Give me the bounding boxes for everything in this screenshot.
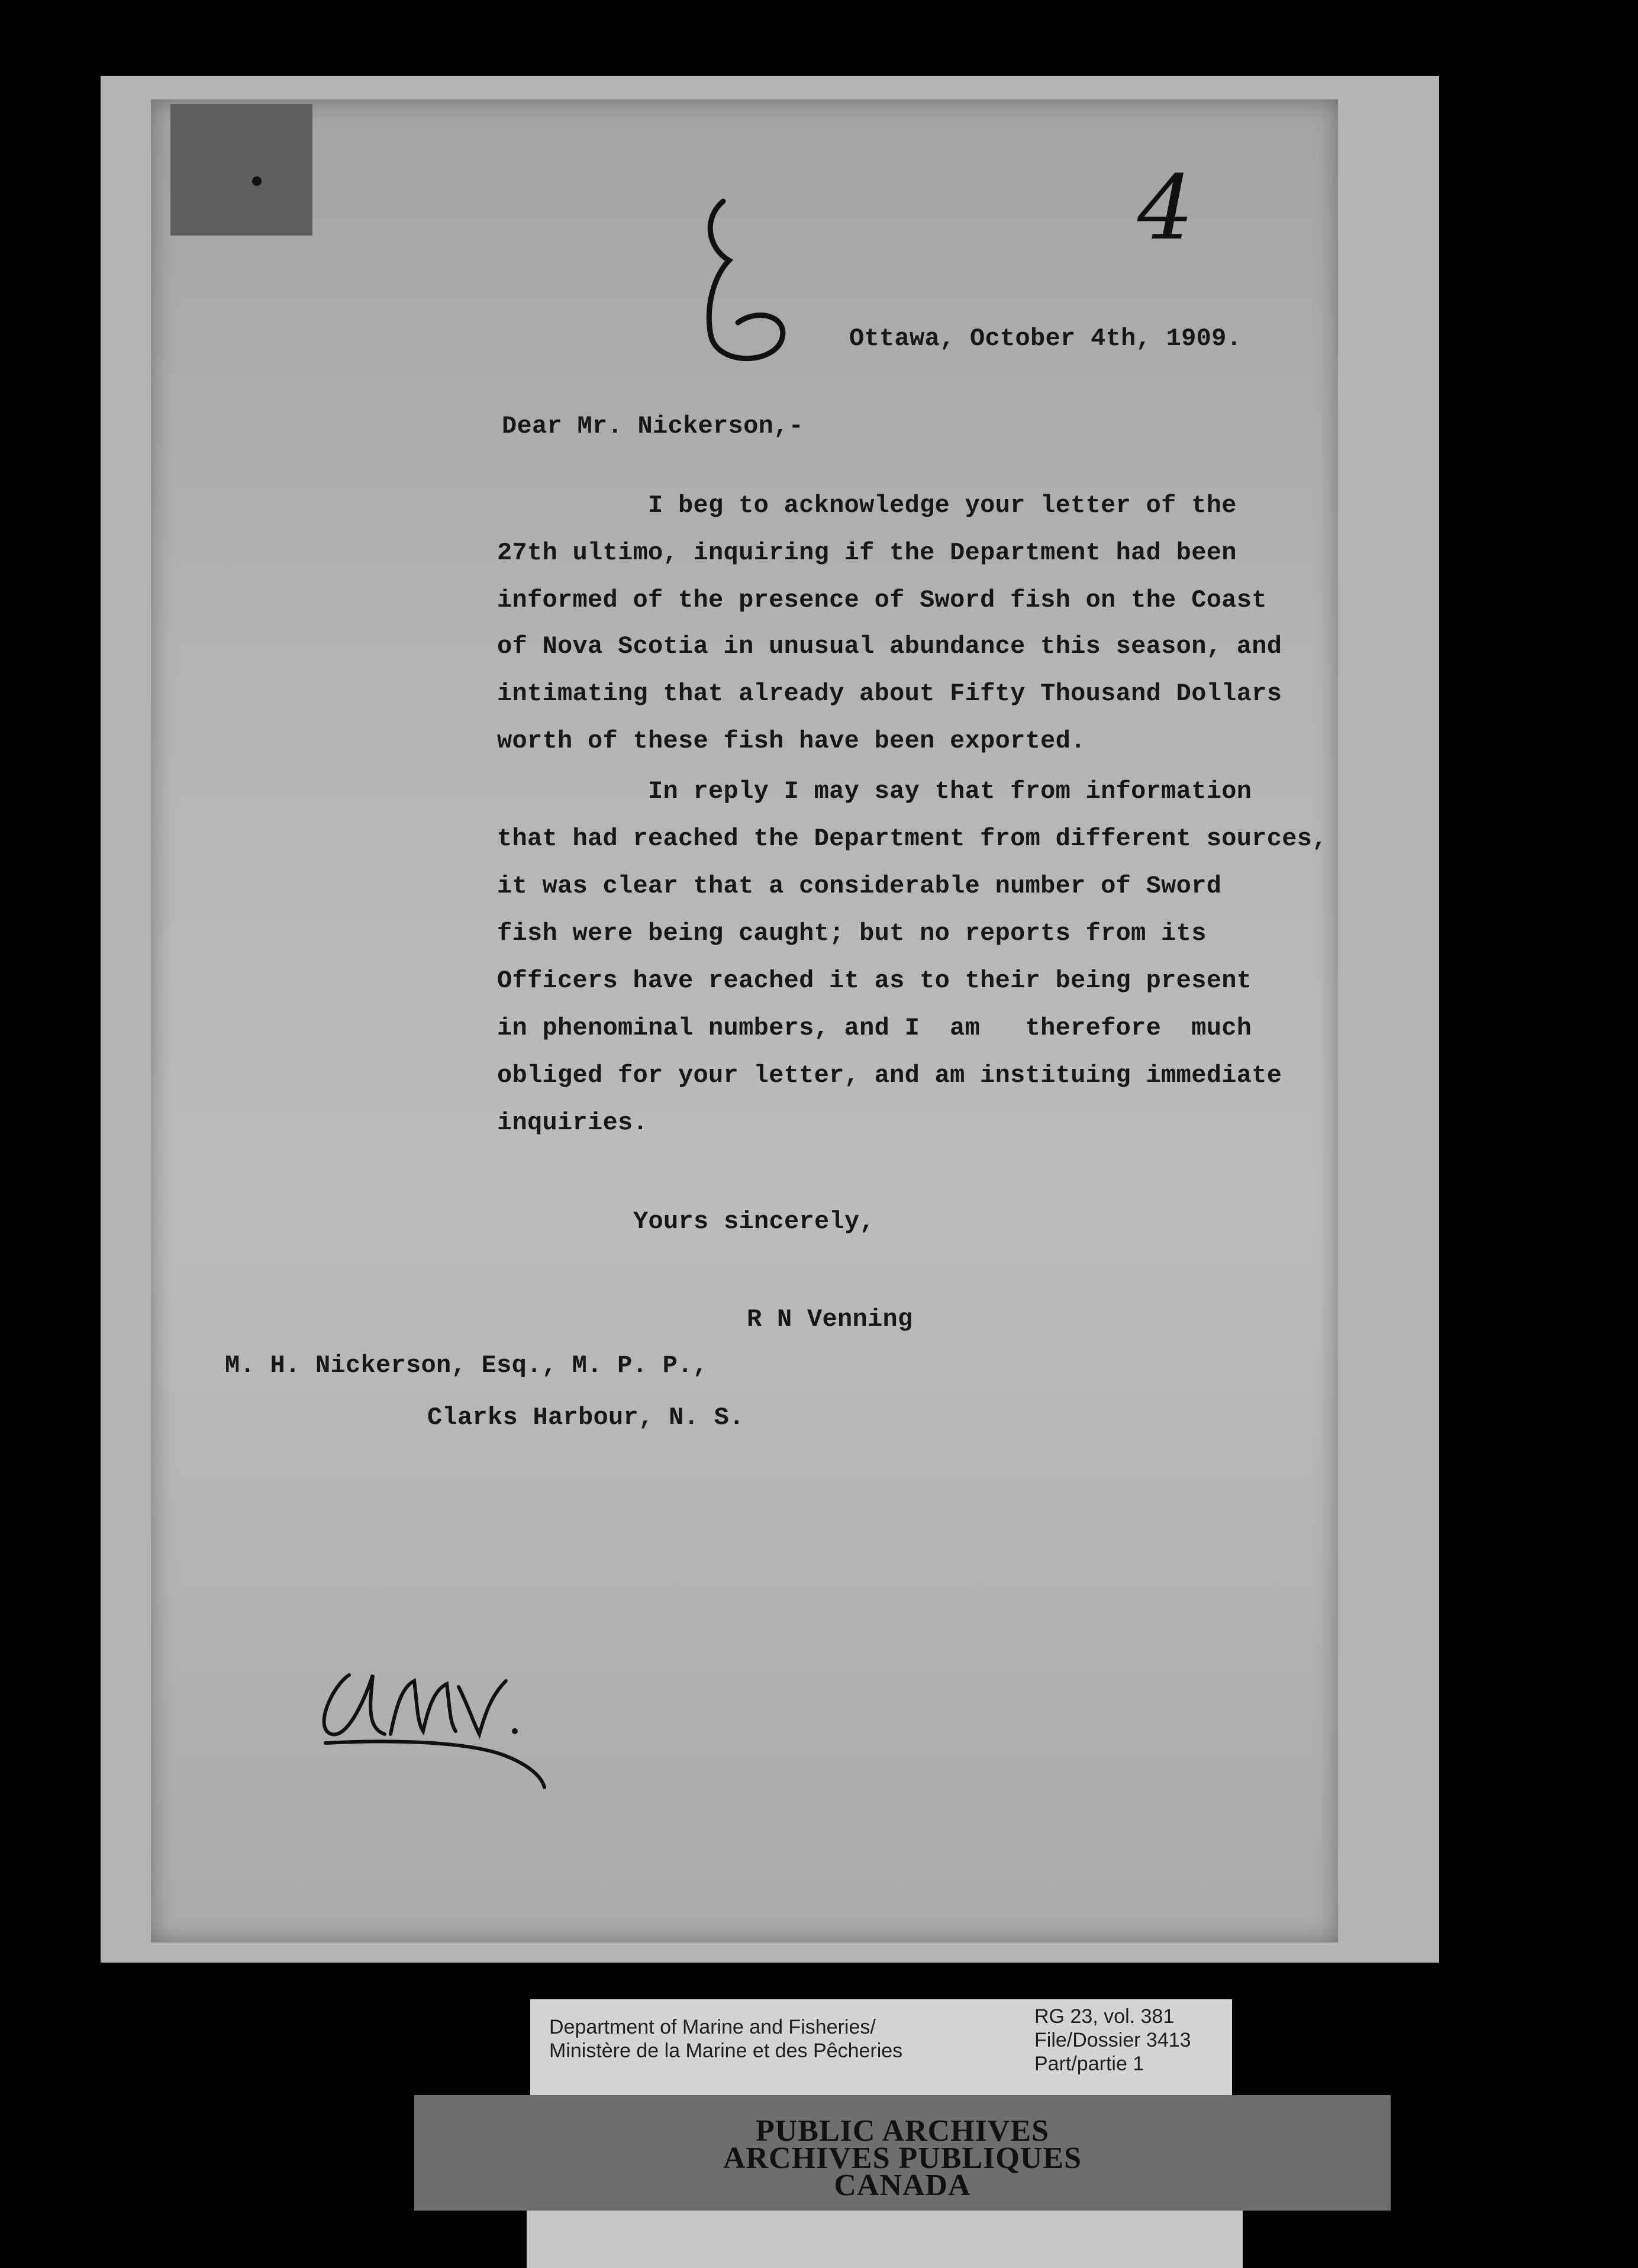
part-number: Part/partie 1 [1034,2053,1144,2075]
letter-body-line: worth of these fish have been exported. [497,727,1086,755]
stamp-line: ARCHIVES PUBLIQUES [723,2141,1082,2175]
file-number: File/Dossier 3413 [1034,2029,1191,2051]
archive-reference-label [530,1999,1232,2099]
handwritten-page-number: 4 [1137,157,1194,260]
letter-sign-off: Yours sincerely, [633,1207,875,1236]
letter-salutation: Dear Mr. Nickerson,- [502,412,804,440]
letter-body-line: obliged for your letter, and am instituing immediate [497,1061,1282,1090]
corner-tab [170,104,312,236]
letter-body-line: it was clear that a considerable number of Sword [497,872,1222,900]
letter-body-line: fish were being caught; but no reports from its [497,919,1207,948]
handwritten-mark-icon [688,195,794,373]
letter-date: Ottawa, October 4th, 1909. [849,324,1242,353]
letter-body-line: intimating that already about Fifty Thousand Dollars [497,679,1282,708]
letter-signatory: R N Venning [747,1305,913,1333]
letter-body-line: that had reached the Department from different sources, [497,824,1327,853]
film-bottom-strip [527,2211,1243,2268]
department-english: Department of Marine and Fisheries/ [549,2016,876,2038]
handwritten-initials-signature [308,1586,562,1799]
public-archives-stamp [414,2095,1391,2211]
stamp-line: CANADA [834,2169,971,2202]
letter-body-line: I beg to acknowledge your letter of the [497,491,1237,520]
record-group: RG 23, vol. 381 [1034,2005,1175,2028]
letter-body-line: in phenominal numbers, and I am therefore much [497,1014,1252,1042]
letter-body-line: informed of the presence of Sword fish on the Coast [497,586,1267,614]
department-french: Ministère de la Marine et des Pêcheries [549,2040,903,2062]
letter-body-line: In reply I may say that from information [497,777,1252,806]
letter-address: Clarks Harbour, N. S. [427,1403,744,1432]
letter-body-line: Officers have reached it as to their being present [497,967,1252,995]
letter-body-line: of Nova Scotia in unusual abundance this season, and [497,632,1282,661]
letter-addressee: M. H. Nickerson, Esq., M. P. P., [225,1351,708,1380]
letter-body-line: inquiries. [497,1109,649,1137]
stamp-line: PUBLIC ARCHIVES [755,2114,1050,2148]
letter-body-line: 27th ultimo, inquiring if the Department had been [497,539,1237,567]
